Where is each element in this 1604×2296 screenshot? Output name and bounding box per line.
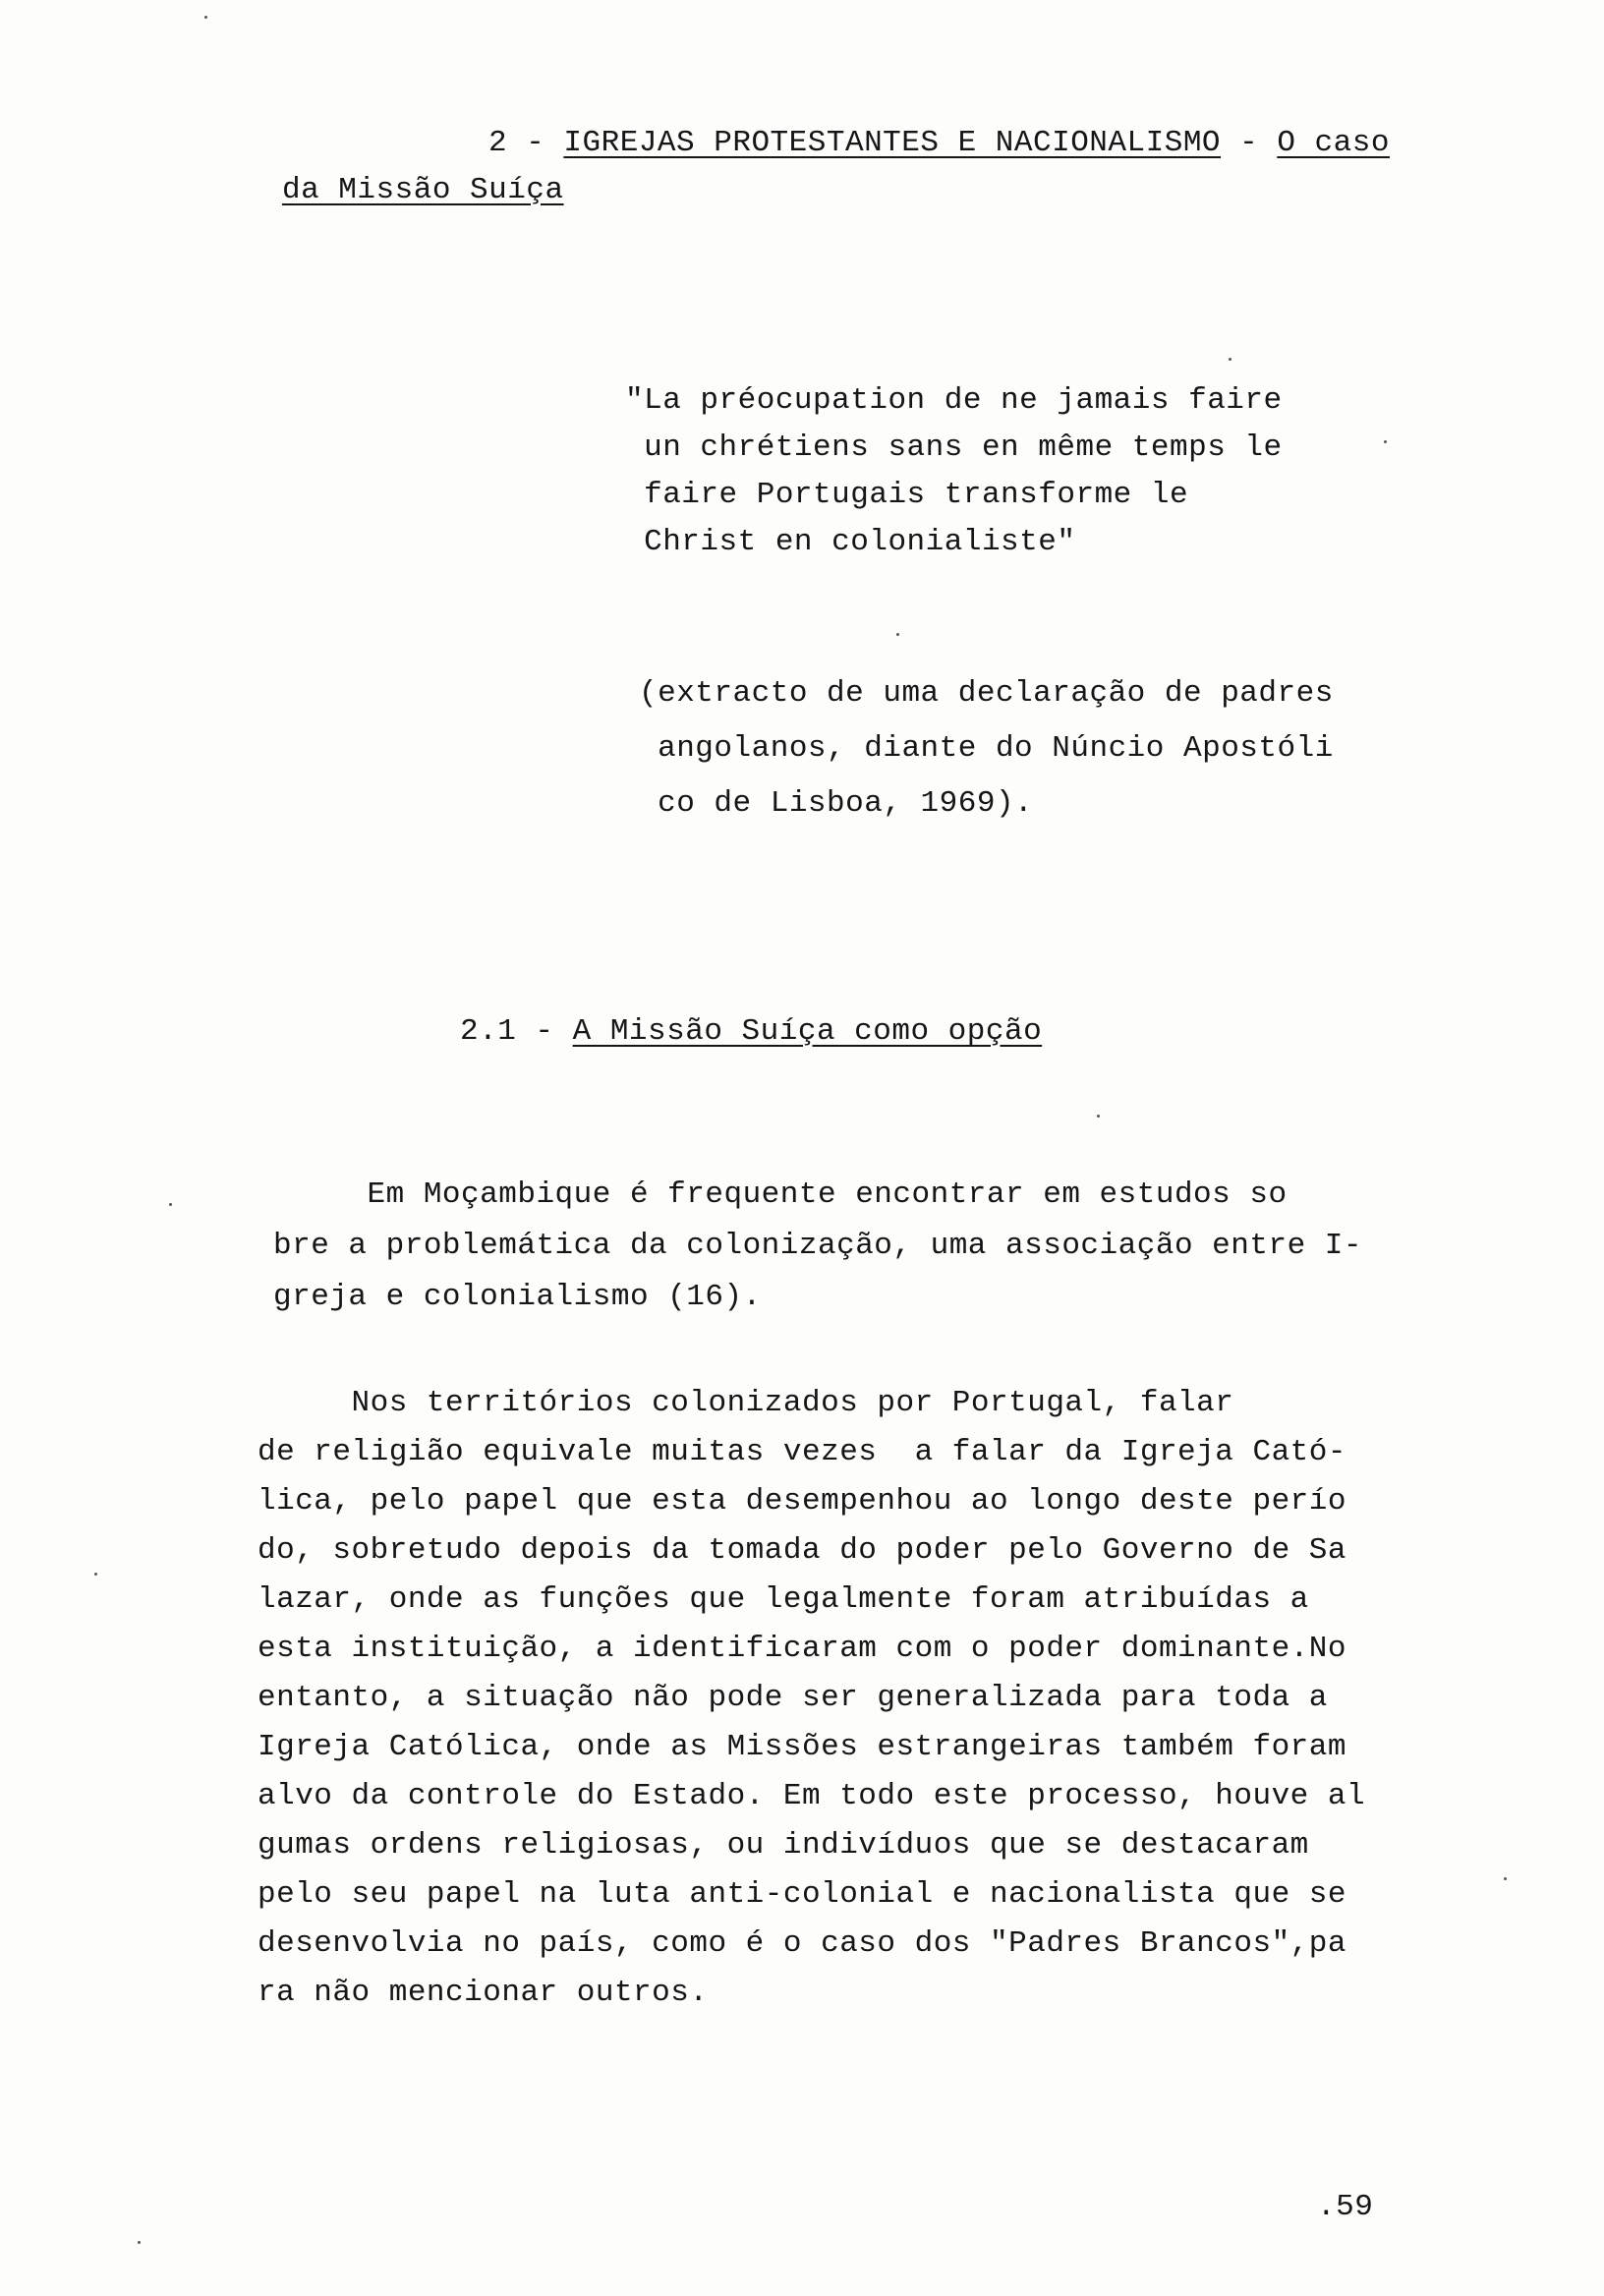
- paragraph-line: desenvolvia no país, como é o caso dos "Padres Brancos",pa: [258, 1926, 1346, 1961]
- paragraph-line: pelo seu papel na luta anti-colonial e nacionalista que se: [258, 1877, 1346, 1912]
- paragraph-line: Igreja Católica, onde as Missões estrangeiras também foram: [258, 1730, 1346, 1764]
- source-line: angolanos, diante do Núncio Apostóli: [639, 731, 1334, 766]
- scan-speck: [1384, 440, 1387, 443]
- paragraph-line: de religião equivale muitas vezes a falar da Igreja Cató-: [258, 1435, 1346, 1469]
- paragraph-line: bre a problemática da colonização, uma associação entre I-: [273, 1229, 1362, 1263]
- section-number: 2 -: [488, 126, 564, 160]
- paragraph-line: gumas ordens religiosas, ou indivíduos que se destacaram: [258, 1828, 1309, 1863]
- paragraph-line: Nos territórios colonizados por Portugal, falar: [258, 1386, 1234, 1420]
- scan-speck: [138, 2241, 141, 2244]
- section-title-continuation: da Missão Suíça: [282, 173, 564, 207]
- epigraph-line: un chrétiens sans en même temps le: [625, 430, 1283, 465]
- source-line: co de Lisboa, 1969).: [639, 786, 1034, 821]
- paragraph-line: lica, pelo papel que esta desempenhou ao longo deste perío: [258, 1484, 1346, 1519]
- scan-speck: [896, 633, 899, 636]
- section-heading-line1: [488, 128, 1390, 158]
- paragraph-line: esta instituição, a identificaram com o poder dominante.No: [258, 1632, 1346, 1666]
- paragraph-line: do, sobretudo depois da tomada do poder pelo Governo de Sa: [258, 1533, 1346, 1568]
- paragraph-line: Em Moçambique é frequente encontrar em estudos so: [273, 1177, 1288, 1212]
- scan-speck: [1504, 1877, 1507, 1880]
- scan-speck: [1229, 358, 1232, 361]
- scan-speck: [169, 1203, 172, 1206]
- epigraph-line: Christ en colonialiste": [625, 525, 1076, 559]
- subsection-number: 2.1 -: [460, 1014, 573, 1049]
- section-title-separator: -: [1221, 126, 1278, 160]
- subsection-heading: [460, 1016, 1042, 1047]
- scan-speck: [94, 1573, 97, 1576]
- section-heading-line2: [282, 175, 564, 205]
- source-line: (extracto de uma declaração de padres: [639, 676, 1334, 711]
- subsection-title: A Missão Suíça como opção: [572, 1014, 1043, 1049]
- paragraph-line: lazar, onde as funções que legalmente foram atribuídas a: [258, 1582, 1309, 1617]
- paragraph-line: entanto, a situação não pode ser generalizada para toda a: [258, 1681, 1328, 1715]
- page-number: .59: [1317, 2190, 1374, 2224]
- section-title-case: O caso: [1277, 126, 1390, 160]
- scan-speck: [204, 16, 207, 19]
- section-title-main: IGREJAS PROTESTANTES E NACIONALISMO: [563, 126, 1222, 160]
- paragraph-line: ra não mencionar outros.: [258, 1976, 709, 2010]
- paragraph-line: alvo da controle do Estado. Em todo este processo, houve al: [258, 1779, 1366, 1813]
- paragraph-line: greja e colonialismo (16).: [273, 1280, 762, 1314]
- epigraph-line: faire Portugais transforme le: [625, 478, 1189, 512]
- epigraph-line: "La préocupation de ne jamais faire: [625, 383, 1283, 418]
- scan-speck: [1097, 1115, 1100, 1118]
